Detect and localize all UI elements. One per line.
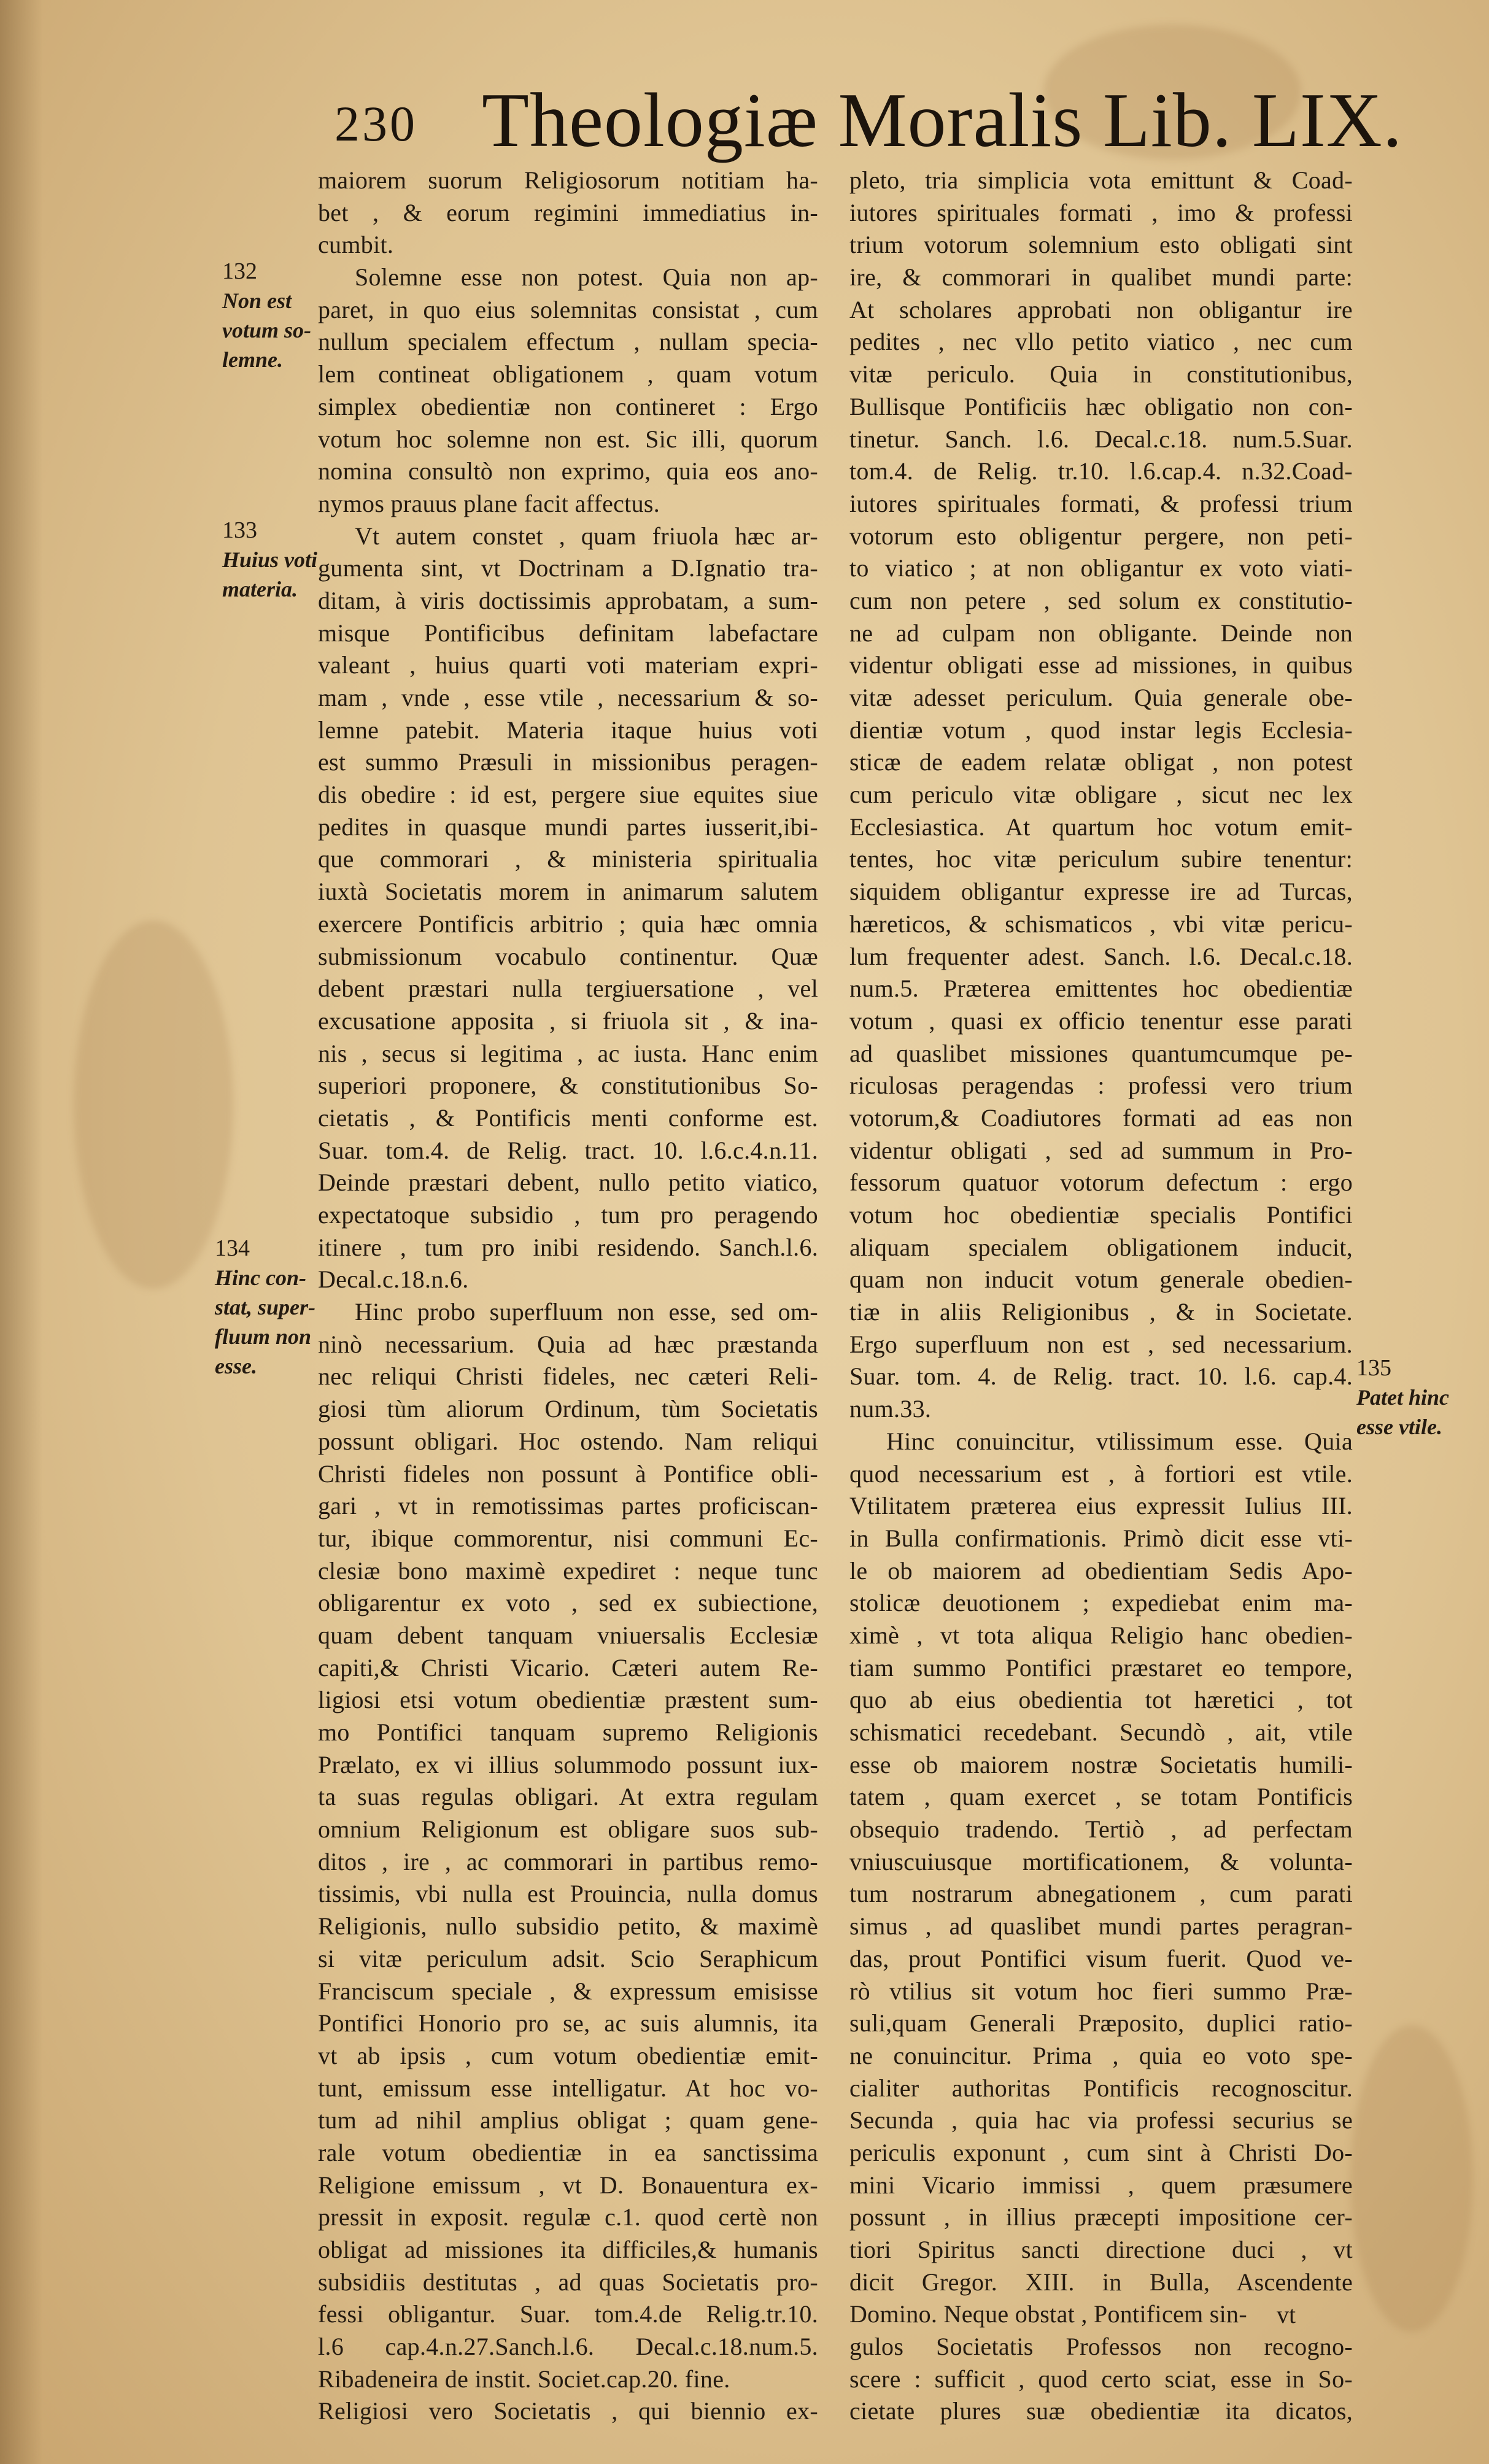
text-line: fessorum quatuor votorum defectum : ergo: [849, 1168, 1353, 1197]
text-line: dientiæ votum , quod instar legis Ecclesia-: [849, 716, 1353, 744]
text-line: nymos prauus plane facit affectus.: [318, 489, 660, 517]
text-line: lem contineat obligationem , quam votum: [318, 360, 818, 388]
text-line: Solemne esse non potest. Quia non ap-: [355, 263, 818, 292]
text-line: possunt obligari. Hoc ostendo. Nam reliqui: [318, 1427, 818, 1455]
paper-stain: [1350, 2025, 1473, 2332]
paragraph-number: 134: [215, 1235, 250, 1261]
text-line: quod necessarium est , à fortiori est vtile.: [849, 1459, 1353, 1488]
text-line: Suar. tom.4. de Relig. tract. 10. l.6.c.4.n.11.: [318, 1136, 818, 1164]
text-line: que commorari , & ministeria spiritualia: [318, 845, 818, 873]
page-number: 230: [335, 96, 417, 152]
text-line: pleto, tria simplicia vota emittunt & Coad-: [849, 166, 1353, 194]
gutter-shadow: [0, 0, 43, 2464]
text-line: Decal.c.18.n.6.: [318, 1265, 469, 1294]
text-line: tentes, hoc vitæ periculum subire tenentur:: [849, 845, 1353, 873]
marginal-note-133: [222, 516, 317, 604]
text-line: nullum specialem effectum , nullam speciа-: [318, 328, 818, 356]
text-line: das, prout Pontifici visum fuerit. Quod ve-: [849, 1944, 1353, 1972]
text-line: giosi tùm aliorum Ordinum, tùm Societatis: [318, 1395, 818, 1423]
text-line: obsequio tradendo. Tertiò , ad perfectam: [849, 1815, 1353, 1844]
text-line: votum hoc solemne non est. Sic illi, quorum: [318, 425, 818, 453]
text-line: vniuscuiusque mortificationem, & volunta-: [849, 1847, 1353, 1875]
text-line: iutores spirituales formati , imo & professi: [849, 198, 1353, 226]
page-header: [335, 77, 1403, 163]
marginal-line: esse.: [215, 1354, 257, 1378]
left-text-column: [318, 164, 818, 2428]
text-line: misque Pontificibus definitam labefactare: [318, 619, 818, 647]
text-line: Christi fideles non possunt à Pontifice obli-: [318, 1459, 818, 1488]
text-line: Pontifici Honorio pro se, ac suis alumnis, ita: [318, 2009, 818, 2037]
text-line: mini Vicario immissi , quem præsumere: [849, 2171, 1353, 2199]
paper-stain: [74, 921, 233, 1289]
marginal-line: Patet hinc: [1356, 1385, 1449, 1410]
paragraph-number: 133: [222, 517, 257, 543]
text-line: cum non petere , sed solum ex constitutio-: [849, 586, 1353, 614]
text-line: siquidem obligantur expresse ire ad Turcas,: [849, 878, 1353, 906]
text-line: cialiter authoritas Pontificis recognoscitur.: [849, 2074, 1353, 2102]
text-line: Bullisque Pontificiis hæc obligatio non con-: [849, 392, 1353, 420]
text-line: scere : sufficit , quod certo sciat, esse in So-: [849, 2365, 1353, 2393]
text-line: fessi obligantur. Suar. tom.4.de Relig.tr.10.: [318, 2300, 818, 2328]
text-line: ta suas regulas obligari. At extra regulam: [318, 1783, 818, 1811]
text-line: vitæ adesset periculum. Quia generale obe-: [849, 684, 1353, 711]
marginal-note-132: [222, 257, 311, 374]
text-line: hæreticos, & schismaticos , vbi vitæ pericu-: [849, 910, 1353, 938]
catchword: vt: [1277, 2301, 1296, 2328]
marginal-note-134: [215, 1234, 315, 1381]
text-line: pedites , nec vllo petito viatico , nec cum: [849, 328, 1353, 356]
text-line: exercere Pontificis arbitrio ; quia hæc omnia: [318, 910, 818, 938]
text-line: rale votum obedientiæ in ea sanctissima: [318, 2138, 818, 2166]
text-line: nec reliqui Christi fideles, nec cæteri Reli-: [318, 1362, 818, 1391]
text-line: superiori proponere, & constitutionibus So-: [318, 1072, 818, 1100]
text-line: bet , & eorum regimini immediatius in-: [318, 198, 818, 226]
text-line: tom.4. de Relig. tr.10. l.6.cap.4. n.32.Coad-: [849, 457, 1353, 485]
text-line: expectatoque subsidio , tum pro peragendo: [318, 1201, 818, 1229]
text-line: tiæ in aliis Religionibus , & in Societate.: [849, 1298, 1353, 1326]
text-line: ligiosi etsi votum obedientiæ præstent sum-: [318, 1686, 818, 1714]
text-line: Domino. Neque obstat , Pontificem sin-: [849, 2300, 1247, 2328]
text-line: to viatico ; at non obligantur ex voto viati-: [849, 554, 1353, 582]
text-line: gumenta sint, vt Doctrinam a D.Ignatio tra-: [318, 554, 818, 582]
text-line: videntur obligati esse ad missiones, in quibus: [849, 651, 1353, 679]
text-line: videntur obligati , sed ad summum in Pro-: [849, 1136, 1353, 1164]
text-line: ire, & commorari in qualibet mundi parte:: [849, 263, 1353, 292]
text-line: Prælato, ex vi illius solummodo possunt iux-: [318, 1750, 818, 1778]
marginal-line: Huius voti: [222, 547, 318, 572]
text-line: obligat ad missiones ita difficiles,& humanis: [318, 2236, 818, 2263]
text-line: tinetur. Sanch. l.6. Decal.c.18. num.5.Suar.: [849, 425, 1353, 453]
running-title: Theologiæ Moralis Lib. LIX.: [482, 78, 1403, 163]
text-line: quam debent tanquam vniuersalis Ecclesiæ: [318, 1621, 818, 1649]
text-line: ninò necessarium. Quia ad hæc præstanda: [318, 1330, 818, 1358]
text-line: schismatici recedebant. Secundò , ait, vtile: [849, 1718, 1353, 1746]
text-line: gari , vt in remotissimas partes proficiscan-: [318, 1492, 818, 1520]
text-line: quam non inducit votum generale obedien-: [849, 1265, 1353, 1294]
text-line: At scholares approbati non obligantur ire: [849, 295, 1353, 323]
text-line: Ribadeneira de instit. Societ.cap.20. fine.: [318, 2365, 730, 2393]
text-line: le ob maiorem ad obedientiam Sedis Apo-: [849, 1556, 1353, 1585]
text-line: Ecclesiastica. At quartum hoc votum emit-: [849, 813, 1353, 841]
text-line: stolicæ deuotionem ; expediebat enim ma-: [849, 1589, 1353, 1617]
text-line: obligarentur ex voto , sed ex subiectione,: [318, 1589, 818, 1617]
text-line: omnium Religionum est obligare suos sub-: [318, 1815, 818, 1844]
text-line: tum ad nihil amplius obligat ; quam gene-: [318, 2106, 818, 2134]
text-line: cumbit.: [318, 231, 394, 259]
text-line: vt ab ipsis , cum votum obedientiæ emit-: [318, 2041, 818, 2069]
text-line: nis , secus si legitima , ac iusta. Hanc enim: [318, 1039, 818, 1067]
text-line: vitæ periculo. Quia in constitutionibus,: [849, 360, 1353, 388]
text-line: tissimis, vbi nulla est Prouincia, nulla domus: [318, 1880, 818, 1908]
text-line: excusatione apposita , si friuola sit , & ina-: [318, 1006, 818, 1035]
paragraph-number: 135: [1356, 1355, 1391, 1381]
text-line: num.5. Præterea emittentes hoc obedientiæ: [849, 975, 1353, 1003]
marginal-line: stat, super-: [215, 1295, 316, 1319]
text-line: debent præstari nulla tergiuersatione , vel: [318, 975, 818, 1003]
marginal-line: Non est: [222, 288, 292, 313]
text-line: votorum esto obligentur pergere, non peti-: [849, 522, 1353, 550]
text-line: iuxtà Societatis morem in animarum salutem: [318, 878, 818, 906]
text-line: dis obedire : id est, pergere siue equites siue: [318, 781, 818, 809]
marginal-line: Hinc con-: [215, 1265, 306, 1290]
text-line: iutores spirituales formati, & professi trium: [849, 489, 1353, 517]
text-line: gulos Societatis Professos non recogno-: [849, 2333, 1353, 2361]
text-line: Hinc probo superfluum non esse, sed om-: [355, 1298, 818, 1326]
text-line: quo ab eius obedientia tot hæretici , tot: [849, 1686, 1353, 1714]
text-line: tiori Spiritus sancti directione duci , vt: [849, 2236, 1353, 2263]
marginal-line: lemne.: [222, 347, 283, 372]
text-line: tur, ibique commorentur, nisi communi Ec-: [318, 1524, 818, 1552]
text-line: tatem , quam exercet , se totam Pontificis: [849, 1783, 1353, 1811]
text-line: riculosas peragendas : professi vero trium: [849, 1072, 1353, 1100]
marginal-line: materia.: [222, 577, 298, 601]
text-line: clesiæ bono maximè expediret : neque tunc: [318, 1556, 818, 1585]
text-line: pedites in quasque mundi partes iusserit,ibi-: [318, 813, 818, 841]
text-line: valeant , huius quarti voti materiam expri-: [318, 651, 818, 679]
text-line: votum , quasi ex officio tenentur esse parati: [849, 1006, 1353, 1035]
text-line: ad quaslibet missiones quantumcumque pe-: [849, 1039, 1353, 1067]
text-line: Deinde præstari debent, nullo petito viatico,: [318, 1168, 818, 1197]
right-text-column: [849, 164, 1353, 2428]
text-line: est summo Præsuli in missionibus peragen-: [318, 748, 818, 776]
text-line: lemne patebit. Materia itaque huius voti: [318, 716, 818, 744]
text-line: si vitæ periculum adsit. Scio Seraphicum: [318, 1944, 818, 1972]
text-line: cietate plures suæ obedientiæ ita dicatos,: [849, 2397, 1353, 2425]
text-line: cum periculo vitæ obligare , sicut nec lex: [849, 781, 1353, 809]
text-line: mam , vnde , esse vtile , necessarium & so-: [318, 684, 818, 711]
marginal-line: votum so-: [222, 318, 312, 342]
text-line: lum frequenter adest. Sanch. l.6. Decal.c.18.: [849, 942, 1353, 970]
text-line: num.33.: [849, 1395, 932, 1423]
text-line: nomina consultò non exprimo, quia eos ano-: [318, 457, 818, 485]
text-line: in Bulla confirmationis. Primò dicit esse vti-: [849, 1524, 1353, 1552]
text-line: Vtilitatem præterea eius expressit Iulius III.: [849, 1492, 1353, 1520]
text-line: sticæ de eadem relatæ obligat , non potest: [849, 748, 1353, 776]
text-line: periculis exponunt , cum sint à Christi Do-: [849, 2138, 1353, 2166]
text-line: Franciscum speciale , & expressum emisisse: [318, 1977, 818, 2005]
text-line: Suar. tom. 4. de Relig. tract. 10. l.6. cap.4.: [849, 1362, 1353, 1391]
text-line: itinere , tum pro inibi residendo. Sanch.l.6.: [318, 1233, 818, 1261]
text-line: tum nostrarum abnegationem , cum parati: [849, 1880, 1353, 1908]
text-line: ximè , vt tota aliqua Religio hanc obedien-: [849, 1621, 1353, 1649]
text-line: trium votorum solemnium esto obligati sint: [849, 231, 1353, 259]
marginal-note-135: [1356, 1353, 1449, 1442]
text-line: mo Pontifici tanquam supremo Religionis: [318, 1718, 818, 1746]
text-line: Religionis, nullo subsidio petito, & maximè: [318, 1912, 818, 1941]
text-line: pressit in exposit. regulæ c.1. quod certè non: [318, 2203, 818, 2231]
text-line: ne conuincitur. Prima , quia eo voto spe-: [849, 2041, 1353, 2069]
text-line: rò vtilius sit votum hoc fieri summo Præ-: [849, 1977, 1353, 2005]
text-line: capiti,& Christi Vicario. Cæteri autem Re-: [318, 1653, 818, 1682]
text-line: submissionum vocabulo continentur. Quæ: [318, 942, 818, 970]
text-line: paret, in quo eius solemnitas consistat , cum: [318, 295, 818, 323]
text-line: l.6 cap.4.n.27.Sanch.l.6. Decal.c.18.num.5.: [318, 2333, 818, 2361]
text-line: ne ad culpam non obligante. Deinde non: [849, 619, 1353, 647]
text-line: votum hoc obedientiæ specialis Pontifici: [849, 1201, 1353, 1229]
text-line: aliquam specialem obligationem inducit,: [849, 1233, 1353, 1261]
text-line: ditos , ire , ac commorari in partibus remo-: [318, 1847, 818, 1875]
text-line: tunt, emissum esse intelligatur. At hoc vo-: [318, 2074, 818, 2102]
text-line: possunt , in illius præcepti impositione cer-: [849, 2203, 1353, 2231]
text-line: tiam summo Pontifici præstaret eo tempore,: [849, 1653, 1353, 1682]
text-line: maiorem suorum Religiosorum notitiam ha-: [318, 166, 818, 194]
text-line: cietatis , & Pontificis menti conforme est.: [318, 1103, 818, 1132]
text-line: Hinc conuincitur, vtilissimum esse. Quia: [886, 1427, 1353, 1455]
text-line: ditam, à viris doctissimis approbatam, a sum-: [318, 586, 818, 614]
text-line: Religiosi vero Societatis , qui biennio ex-: [318, 2397, 818, 2425]
text-line: Religione emissum , vt D. Bonauentura ex-: [318, 2171, 818, 2199]
text-line: simplex obedientiæ non contineret : Ergo: [318, 392, 818, 420]
text-line: subsidiis destitutas , ad quas Societatis pro-: [318, 2268, 818, 2296]
text-line: esse ob maiorem nostræ Societatis humili-: [849, 1750, 1353, 1778]
text-line: dicit Gregor. XIII. in Bulla, Ascendente: [849, 2268, 1353, 2296]
text-line: Secunda , quia hac via professi securius se: [849, 2106, 1353, 2134]
paragraph-number: 132: [222, 258, 257, 284]
text-line: Vt autem constet , quam friuola hæc ar-: [355, 522, 818, 550]
text-line: suli,quam Generali Præposito, duplici ratio-: [849, 2009, 1353, 2037]
text-line: votorum,& Coadiutores formati ad eas non: [849, 1103, 1353, 1132]
marginal-line: fluum non: [215, 1324, 312, 1349]
text-line: Ergo superfluum non est , sed necessarium.: [849, 1330, 1353, 1358]
text-line: simus , ad quaslibet mundi partes peragran-: [849, 1912, 1353, 1941]
marginal-line: esse vtile.: [1356, 1415, 1442, 1439]
